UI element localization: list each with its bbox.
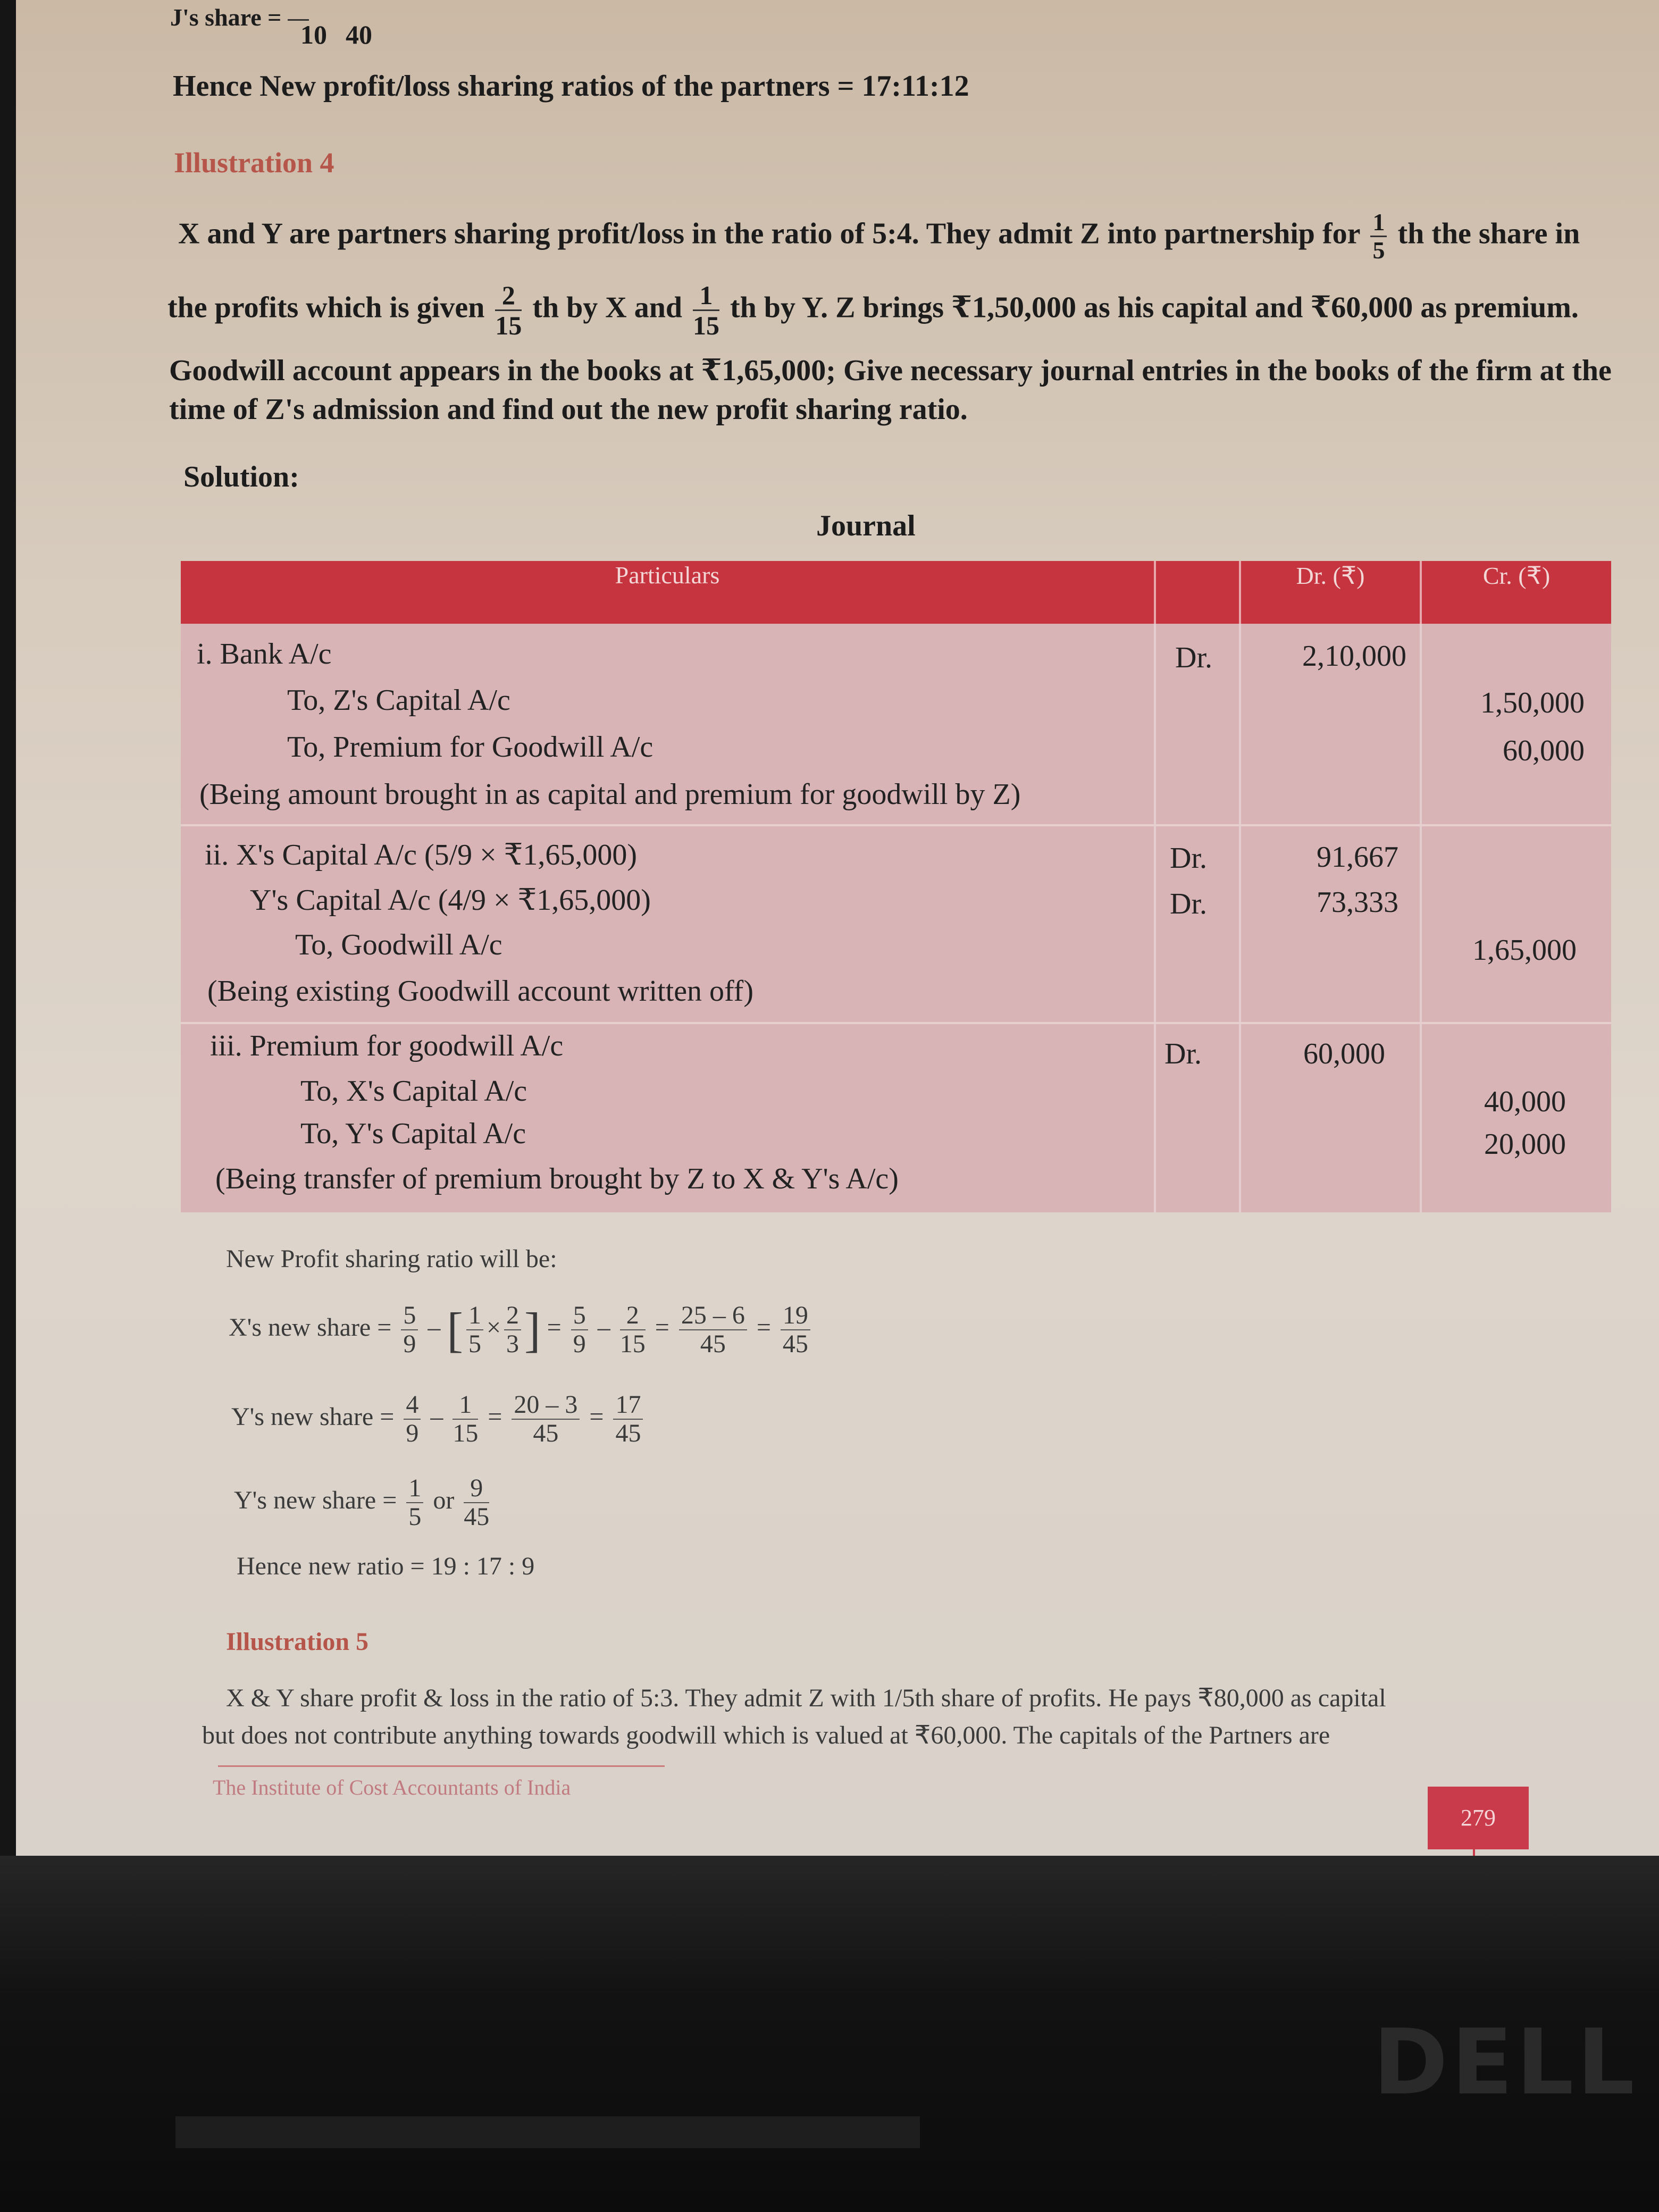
entry-1-dr-mark: Dr. xyxy=(1175,641,1212,674)
entry-2-dr-mark-1: Dr. xyxy=(1170,842,1207,875)
entry-3-line-1: iii. Premium for goodwill A/c xyxy=(210,1029,564,1062)
entry-2-dr-amount-2: 73,333 xyxy=(1317,886,1398,919)
dell-logo: DELL xyxy=(1373,2010,1638,2115)
problem-line-4: time of Z's admission and find out the new profit sharing ratio. xyxy=(169,393,968,426)
entry-2-line-1: ii. X's Capital A/c (5/9 × ₹1,65,000) xyxy=(205,839,638,872)
particulars-header: Particulars xyxy=(615,562,720,589)
entry-2-narration: (Being existing Goodwill account written off) xyxy=(207,975,753,1008)
entry-3-cr-amount-1: 40,000 xyxy=(1484,1085,1566,1118)
y-new-share-line: Y's new share = $\frac{4}{9}$ – $\frac{1}{15}$ = $\frac{20 - 3}{45}$ = $\frac{17}{45}$ xyxy=(231,1392,646,1446)
z-new-share-line: Y's new share = $\frac{1}{5}$ or $\frac{9}{45}$ xyxy=(234,1474,490,1531)
footer-rule xyxy=(218,1765,665,1767)
entry-3-narration: (Being transfer of premium brought by Z to X & Y's A/c) xyxy=(215,1162,899,1195)
problem-line-2: the profits which is given $\frac{2}{15}$ th by X and $\frac{1}{15}$ th by Y. Z brings ₹1,50,000 as his capital and ₹60,000 as premium. xyxy=(167,280,1579,340)
illustration-5-line-2: but does not contribute anything towards goodwill which is valued at ₹60,000. The capitals of the Partners are xyxy=(202,1721,1330,1749)
entry-1-dr-amount: 2,10,000 xyxy=(1302,640,1406,673)
problem-line-3: Goodwill account appears in the books at ₹1,65,000; Give necessary journal entries in the books of the firm at the xyxy=(169,354,1612,387)
entry-2-dr-mark-2: Dr. xyxy=(1170,887,1207,920)
textbook-page xyxy=(16,0,1659,1856)
entry-2-line-2: Y's Capital A/c (4/9 × ₹1,65,000) xyxy=(250,884,651,917)
entry-2-line-3: To, Goodwill A/c xyxy=(295,928,502,961)
ratio-intro: New Profit sharing ratio will be: xyxy=(226,1245,557,1273)
entry-3-line-2: To, X's Capital A/c xyxy=(300,1075,527,1108)
entry-2-dr-amount-1: 91,667 xyxy=(1317,841,1398,874)
illustration-4-heading: Illustration 4 xyxy=(174,147,334,179)
bezel-highlight xyxy=(175,2116,920,2148)
fraction-two-fifteenths: $\frac{2}{15}$ xyxy=(495,280,522,340)
footer-institute: The Institute of Cost Accountants of India xyxy=(213,1775,571,1799)
problem-line-1: X and Y are partners sharing profit/loss in the ratio of 5:4. They admit Z into partnership for $\frac{1}{5}$ th the share in xyxy=(178,208,1580,264)
entry-1-cr-amount-2: 60,000 xyxy=(1503,734,1585,767)
journal-title: Journal xyxy=(816,509,916,542)
js-share-line: J's share = 10 40 xyxy=(170,4,372,49)
entry-3-line-3: To, Y's Capital A/c xyxy=(300,1117,526,1150)
cr-header: Cr. (₹) xyxy=(1482,562,1551,589)
illustration-5-heading: Illustration 5 xyxy=(226,1628,369,1656)
illustration-5-line-1: X & Y share profit & loss in the ratio of 5:3. They admit Z with 1/5th share of profits. He pays ₹80,000 as capital xyxy=(226,1684,1386,1712)
entry-3-dr-mark: Dr. xyxy=(1164,1037,1202,1070)
entry-3-dr-amount: 60,000 xyxy=(1303,1037,1385,1070)
entry-1-line-2: To, Z's Capital A/c xyxy=(287,684,510,717)
solution-label: Solution: xyxy=(183,460,299,493)
hence-new-ratio: Hence new ratio = 19 : 17 : 9 xyxy=(237,1552,535,1580)
entry-1-narration: (Being amount brought in as capital and premium for goodwill by Z) xyxy=(199,778,1021,811)
x-new-share-line: X's new share = $\frac{5}{9}$ – [ $\frac{1}{5}$ × $\frac{2}{3}$ ] = $\frac{5}{9}$ – $\frac{2}{15}$ = $\frac{25 - 6}{45}$ = $\frac{19}{45}$ xyxy=(229,1302,814,1358)
fraction-one-fifth: $\frac{1}{5}$ xyxy=(1370,210,1387,263)
page-number-badge: 279 xyxy=(1428,1787,1529,1849)
entry-1-line-3: To, Premium for Goodwill A/c xyxy=(287,731,653,764)
entry-1-line-1: i. Bank A/c xyxy=(197,638,332,671)
hence-ratio-line: Hence New profit/loss sharing ratios of the partners = 17:11:12 xyxy=(173,70,969,103)
entry-1-cr-amount-1: 1,50,000 xyxy=(1480,686,1585,719)
entry-2-cr-amount-1: 1,65,000 xyxy=(1472,934,1577,967)
fraction-one-fifteenth: $\frac{1}{15}$ xyxy=(693,280,720,340)
journal-header-row xyxy=(181,561,1611,624)
dr-header: Dr. (₹) xyxy=(1296,562,1365,589)
entry-3-cr-amount-2: 20,000 xyxy=(1484,1128,1566,1161)
